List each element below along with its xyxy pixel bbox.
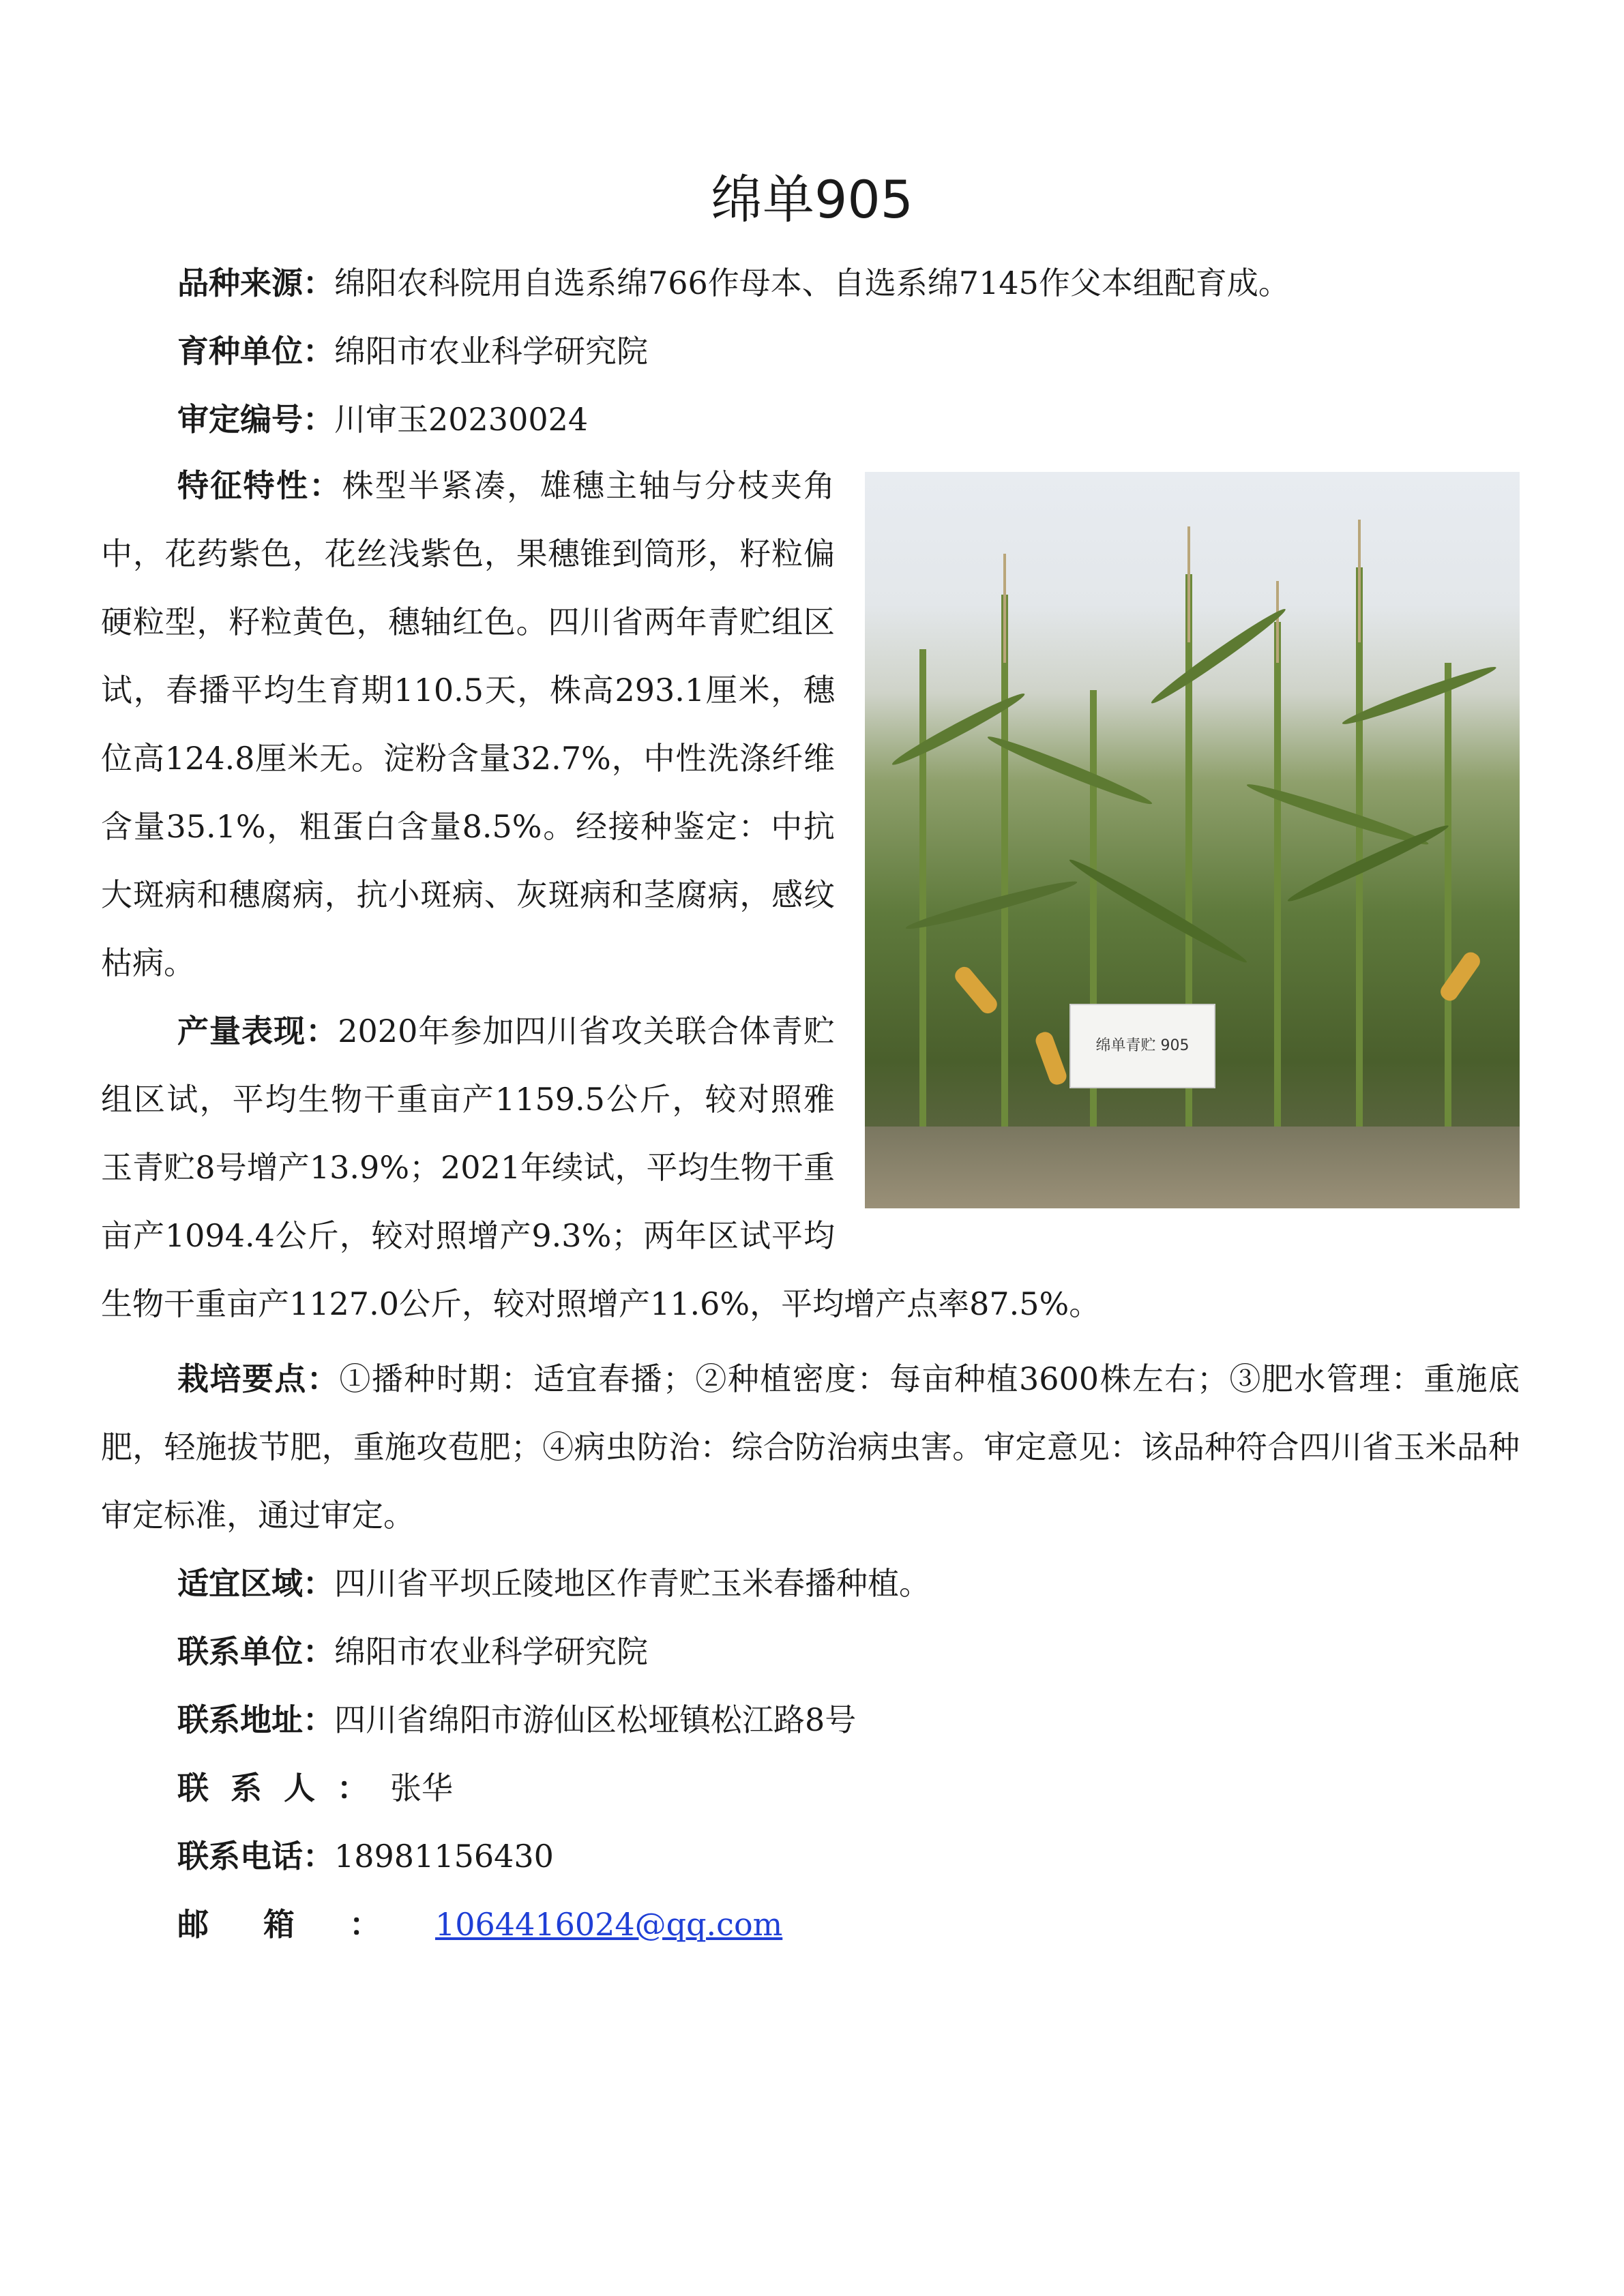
email-paragraph bbox=[101, 1890, 1520, 1958]
contact-person-text: 张华 bbox=[390, 1770, 453, 1806]
cultivation-label: 栽培要点： bbox=[177, 1360, 340, 1397]
yield-label: 产量表现： bbox=[177, 1013, 338, 1049]
contact-phone-paragraph bbox=[101, 1822, 1520, 1890]
breeder-paragraph bbox=[101, 317, 1520, 385]
breeder-label: 育种单位： bbox=[177, 333, 334, 370]
contact-address-label: 联系地址： bbox=[177, 1701, 334, 1738]
contact-unit-paragraph bbox=[101, 1617, 1520, 1686]
source-text: 绵阳农科院用自选系绵766作母本、自选系绵7145作父本组配育成。 bbox=[334, 265, 1290, 301]
traits-label: 特征特性： bbox=[177, 467, 342, 504]
region-text: 四川省平坝丘陵地区作青贮玉米春播种植。 bbox=[334, 1565, 930, 1602]
approval-text: 川审玉20230024 bbox=[334, 401, 589, 438]
traits-yield-block bbox=[101, 451, 1520, 1338]
yield-text: 2020年参加四川省攻关联合体青贮组区试，平均生物干重亩产1159.5公斤，较对照雅玉青贮8号增产13.9%；2021年续试，平均生物干重亩产1094.4公斤，较对照增产9.3%；两年区试平均生物干重亩产1127.0公斤，较对照增产11.6%，平均增产点率87.5%。 bbox=[101, 1013, 1101, 1322]
approval-label: 审定编号： bbox=[177, 401, 334, 438]
region-paragraph bbox=[101, 1549, 1520, 1617]
traits-text: 株型半紧凑，雄穗主轴与分枝夹角中，花药紫色，花丝浅紫色，果穗锥到筒形，籽粒偏硬粒型，籽粒黄色，穗轴红色。四川省两年青贮组区试，春播平均生育期110.5天，株高293.1厘米，穗位高124.8厘米无。淀粉含量32.7%，中性洗涤纤维含量35.1%，粗蛋白含量8.5%。经接种鉴定：中抗大斑病和穗腐病，抗小斑病、灰斑病和茎腐病，感纹枯病。 bbox=[101, 467, 836, 981]
breeder-text: 绵阳市农业科学研究院 bbox=[334, 333, 648, 370]
photo-sign: 绵单青贮 905 bbox=[1069, 1004, 1215, 1088]
contact-person-paragraph bbox=[101, 1754, 1520, 1822]
source-paragraph bbox=[101, 249, 1520, 317]
contact-address-paragraph bbox=[101, 1686, 1520, 1754]
page-title: 绵单905 bbox=[710, 169, 914, 230]
approval-paragraph bbox=[101, 385, 1520, 453]
corn-field-photo bbox=[865, 472, 1520, 1208]
email-label: 邮箱： bbox=[177, 1906, 435, 1943]
contact-person-label: 联系人： bbox=[177, 1770, 390, 1806]
contact-address-text: 四川省绵阳市游仙区松垭镇松江路8号 bbox=[334, 1701, 857, 1738]
contact-phone-label: 联系电话： bbox=[177, 1838, 334, 1875]
cultivation-paragraph bbox=[101, 1345, 1520, 1549]
region-label: 适宜区域： bbox=[177, 1565, 334, 1602]
source-label: 品种来源： bbox=[177, 265, 334, 301]
cultivation-text: ①播种时期：适宜春播；②种植密度：每亩种植3600株左右；③肥水管理：重施底肥，轻施拔节肥，重施攻苞肥；④病虫防治：综合防治病虫害。审定意见：该品种符合四川省玉米品种审定标准，通过审定。 bbox=[101, 1360, 1520, 1534]
contact-unit-text: 绵阳市农业科学研究院 bbox=[334, 1633, 648, 1670]
email-link[interactable]: 1064416024@qq.com bbox=[435, 1906, 783, 1943]
contact-unit-label: 联系单位： bbox=[177, 1633, 334, 1670]
contact-phone-text: 18981156430 bbox=[334, 1838, 554, 1875]
